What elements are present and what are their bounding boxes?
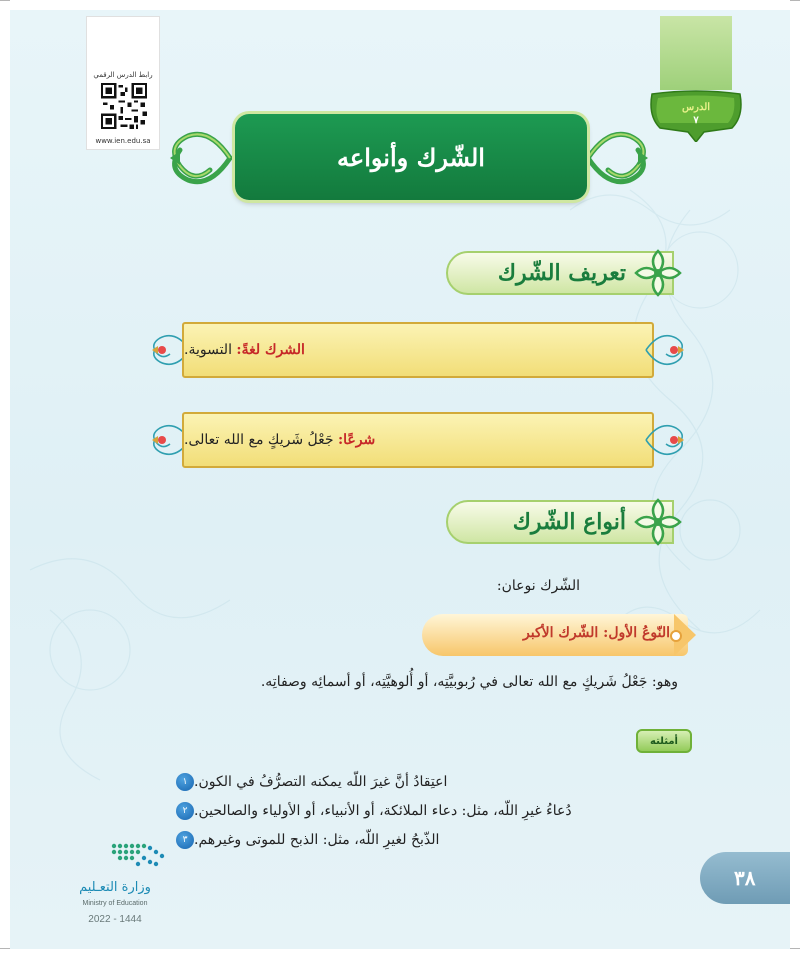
ministry-name-en: Ministry of Education <box>82 900 148 907</box>
title-box <box>235 114 587 200</box>
examples-badge: أمثلته <box>636 729 692 753</box>
section-heading-text: أنواع الشّرك <box>512 509 626 535</box>
definition-label: شرعًا: <box>337 432 376 448</box>
ministry-name-ar: وزارة التعـليم <box>79 880 151 895</box>
ministry-logo <box>68 832 168 942</box>
flower-ornament-icon <box>630 494 686 550</box>
list-item <box>168 797 688 825</box>
definition-text: جَعْلُ شَريكٍ مع الله تعالى. <box>184 432 334 448</box>
crop-mark <box>0 0 10 1</box>
page-number-value: ٣٨ <box>734 866 756 890</box>
example-text: اعتِقادُ أنَّ غيرَ اللّه يمكنه التصرُّفُ في الكون. <box>194 774 448 790</box>
qr-code-box[interactable] <box>86 16 160 150</box>
type-heading: النّوعُ الأول: الشّرك الأكبر <box>523 625 670 641</box>
textbook-page <box>10 10 790 949</box>
definition-linguistic <box>152 318 684 382</box>
lesson-number <box>650 101 742 127</box>
examples-list <box>168 768 688 855</box>
right-ornament-icon <box>644 318 684 382</box>
lesson-tab-strip <box>660 16 732 90</box>
qr-url: www.ien.edu.sa <box>95 137 151 145</box>
section-heading-types <box>446 500 674 544</box>
number-badge: ٣ <box>176 831 194 849</box>
edition-year: 2022 - 1444 <box>88 914 142 925</box>
right-ornament-icon <box>644 408 684 472</box>
qr-label: رابط الدرس الرقمي <box>93 71 153 79</box>
types-intro: الشّرك نوعان: <box>496 578 580 594</box>
page-number <box>700 852 790 904</box>
definition-label: الشرك لغةً: <box>236 342 305 358</box>
number-badge: ٢ <box>176 802 194 820</box>
definition-box <box>182 322 654 378</box>
list-item <box>168 768 688 796</box>
number-badge: ١ <box>176 773 194 791</box>
flower-ornament-icon <box>630 245 686 301</box>
example-text: دُعاءُ غيرِ اللّه، مثل: دعاء الملائكة، أو الأنبياء، أو الأولياء والصالحين. <box>194 803 572 819</box>
qr-code-icon <box>101 83 147 129</box>
section-heading-definition <box>446 251 674 295</box>
crop-mark <box>790 948 800 949</box>
lesson-number-value: ٧ <box>693 115 699 126</box>
type-description: وهو: جَعْلُ شَريكٍ مع الله تعالى في رُبوبيَّتِه، أو أُلوهيَّتِه، أو أسمائِه وصفاتِه. <box>260 674 678 690</box>
definition-box <box>182 412 654 468</box>
crop-mark <box>790 0 800 1</box>
lesson-label: الدرس <box>681 102 711 113</box>
page-title: الشّرك وأنواعه <box>337 142 485 172</box>
crop-mark <box>0 948 10 949</box>
definition-legal <box>152 408 684 472</box>
example-text: الذّبحُ لغيرِ اللّه، مثل: الذبح للموتى وغيرهم. <box>194 832 440 848</box>
definition-text: التسوية. <box>184 342 232 358</box>
section-heading-text: تعريف الشّرك <box>497 260 626 286</box>
ministry-logo-icon <box>108 840 172 872</box>
list-item <box>168 826 688 854</box>
bullet-icon <box>670 630 682 642</box>
